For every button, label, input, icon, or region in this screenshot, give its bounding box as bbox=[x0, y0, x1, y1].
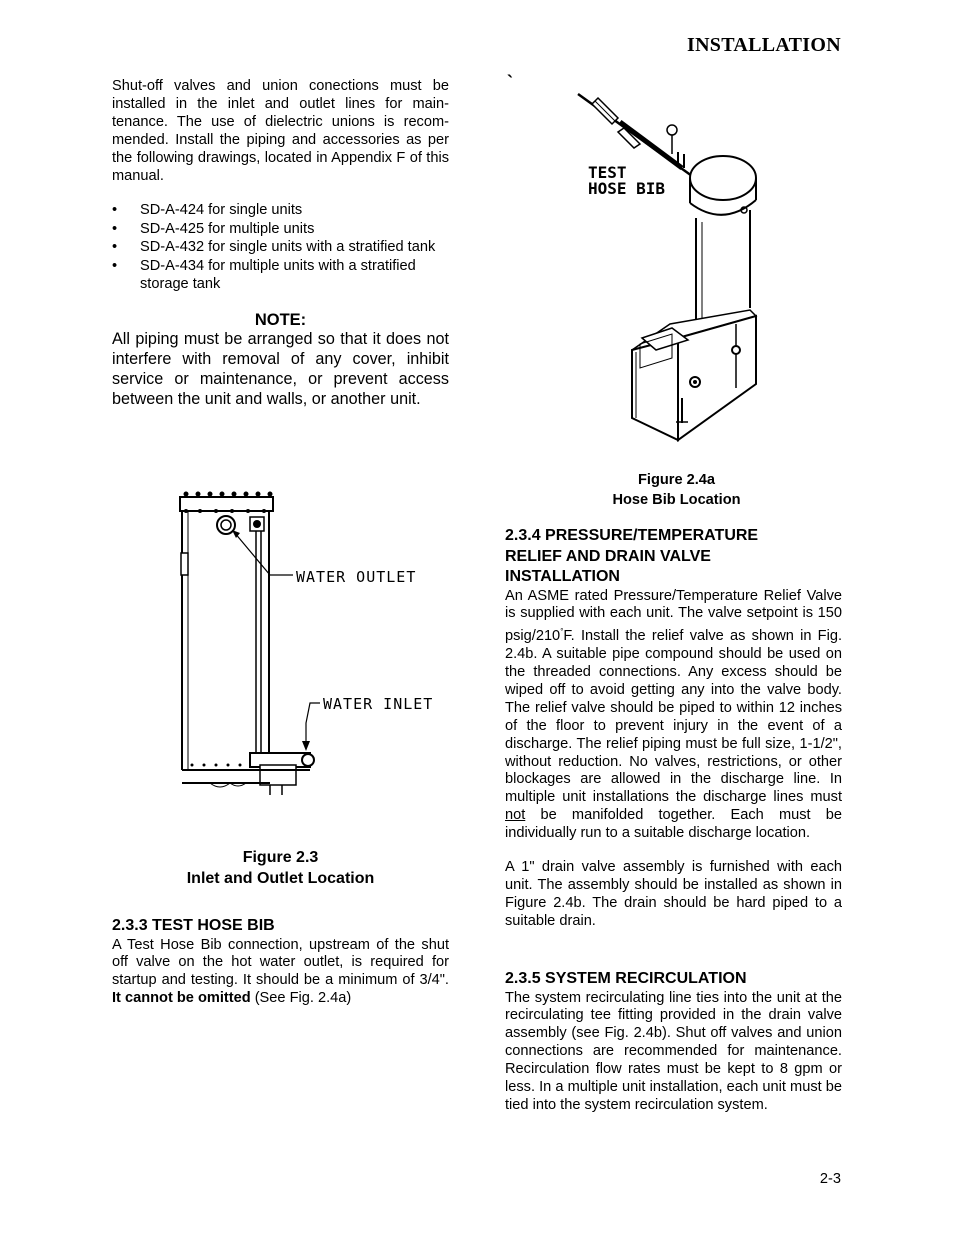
list-item bbox=[112, 238, 449, 256]
intro-paragraph: Shut-off valves and union conections must be installed in the inlet and outlet lines for main-tenance. The use of dielectric unions is recom-mended. Install the piping and accessories as per the following drawings, located in Appendix F of this manual. bbox=[112, 78, 449, 184]
para1-b: F. Install the relief valve as shown in Fig. 2.4b. A suitable pipe compound should be used on the threaded connections. Any excess should be wiped off to avoid getting any into the valve body. The relief valve should be piped to within 12 inches of the floor to prevent injury in the event of a discharge. The relief piping must be full size, 1-1/2", without reduction. No valves, restrictions, or other blockages are allowed in the discharge line. In multiple unit installations the discharge lines must bbox=[505, 628, 842, 806]
list-item: • SD-A-424 for single units bbox=[112, 201, 449, 219]
section-2-3-4 bbox=[505, 526, 842, 931]
section-2-3-5 bbox=[505, 969, 842, 1115]
figure-2-4a-caption bbox=[505, 471, 848, 510]
section-2-3-3-text-b: (See Fig. 2.4a) bbox=[250, 990, 352, 1007]
section-2-3-3-heading: 2.3.3 TEST HOSE BIB bbox=[112, 917, 275, 934]
degree-symbol: ° bbox=[560, 627, 564, 637]
figure-2-4a-caption-line2: Hose Bib Location bbox=[612, 491, 741, 508]
para1-c: be manifolded together. Each must be individually run to a suitable discharge location. bbox=[505, 807, 842, 842]
note-text: All piping must be arranged so that it does not interfere with removal of any cover, inhibit service or maintenance, or prevent access between the unit and walls, or another unit. bbox=[112, 330, 449, 408]
section-2-3-5-heading: 2.3.5 SYSTEM RECIRCULATION bbox=[505, 970, 747, 987]
section-2-3-3 bbox=[112, 916, 449, 1008]
note-heading: NOTE: bbox=[254, 311, 307, 330]
hose-bib-label: HOSE BIB bbox=[588, 179, 666, 198]
section-2-3-4-heading-line2: RELIEF AND DRAIN VALVE bbox=[505, 547, 711, 565]
stray-mark: ` bbox=[507, 72, 513, 92]
figure-2-3-diagram bbox=[170, 485, 460, 805]
section-2-3-5-text: The system recirculating line ties into the unit at the recirculating tee fitting provided in the drain valve assembly (see Fig. 2.4b). Shut off valves and union connections are recommended for maintenance. Recirculation flow rates must be kept to 8 gpm or less. In a multiple unit installation, each unit must be tied into the system recirculation system. bbox=[505, 989, 842, 1113]
list-item: • SD-A-425 for multiple units bbox=[112, 220, 449, 238]
section-2-3-3-bold: It cannot be omitted bbox=[112, 990, 251, 1007]
section-2-3-4-para2: A 1" drain valve assembly is furnished with each unit. The assembly should be installed as shown in Figure 2.4b. The drain should be hard piped to a suitable drain. bbox=[505, 859, 842, 929]
test-label: TEST bbox=[588, 163, 627, 182]
list-item bbox=[112, 257, 449, 294]
water-inlet-label: WATER INLET bbox=[323, 695, 434, 713]
section-2-3-3-text bbox=[112, 937, 449, 1009]
figure-2-4a-caption-line1: Figure 2.4a bbox=[637, 472, 716, 488]
section-2-3-4-heading-line1: 2.3.4 PRESSURE/TEMPERATURE bbox=[505, 527, 759, 544]
figure-2-3-caption-line2: Inlet and Outlet Location bbox=[186, 870, 375, 887]
para1-a: An ASME rated Pressure/Temperature Relief Valve is supplied with each unit. The valve setpoint is 150 psig/210 bbox=[505, 587, 842, 645]
figure-2-3-caption-line1: Figure 2.3 bbox=[242, 849, 319, 866]
section-2-3-4-heading-line3: INSTALLATION bbox=[505, 568, 620, 585]
figure-2-4a-diagram bbox=[560, 88, 770, 443]
left-column bbox=[112, 78, 449, 409]
page-number: 2-3 bbox=[819, 1171, 841, 1187]
drawing-list bbox=[112, 201, 449, 293]
section-2-3-4-para1 bbox=[505, 588, 842, 844]
list-item-text: SD-A-434 for multiple units with a stratified storage tank bbox=[140, 257, 416, 293]
list-item-text: SD-A-432 for single units with a stratified tank bbox=[140, 239, 436, 256]
page-header-title: INSTALLATION bbox=[686, 34, 841, 56]
section-2-3-3-text-a: A Test Hose Bib connection, upstream of the shut off valve on the hot water outlet, is required for startup and testing. It should be a minimum of 3/4". bbox=[112, 936, 449, 989]
figure-2-3-caption bbox=[112, 847, 449, 889]
para1-underline: not bbox=[505, 807, 526, 824]
water-outlet-label: WATER OUTLET bbox=[296, 568, 417, 586]
